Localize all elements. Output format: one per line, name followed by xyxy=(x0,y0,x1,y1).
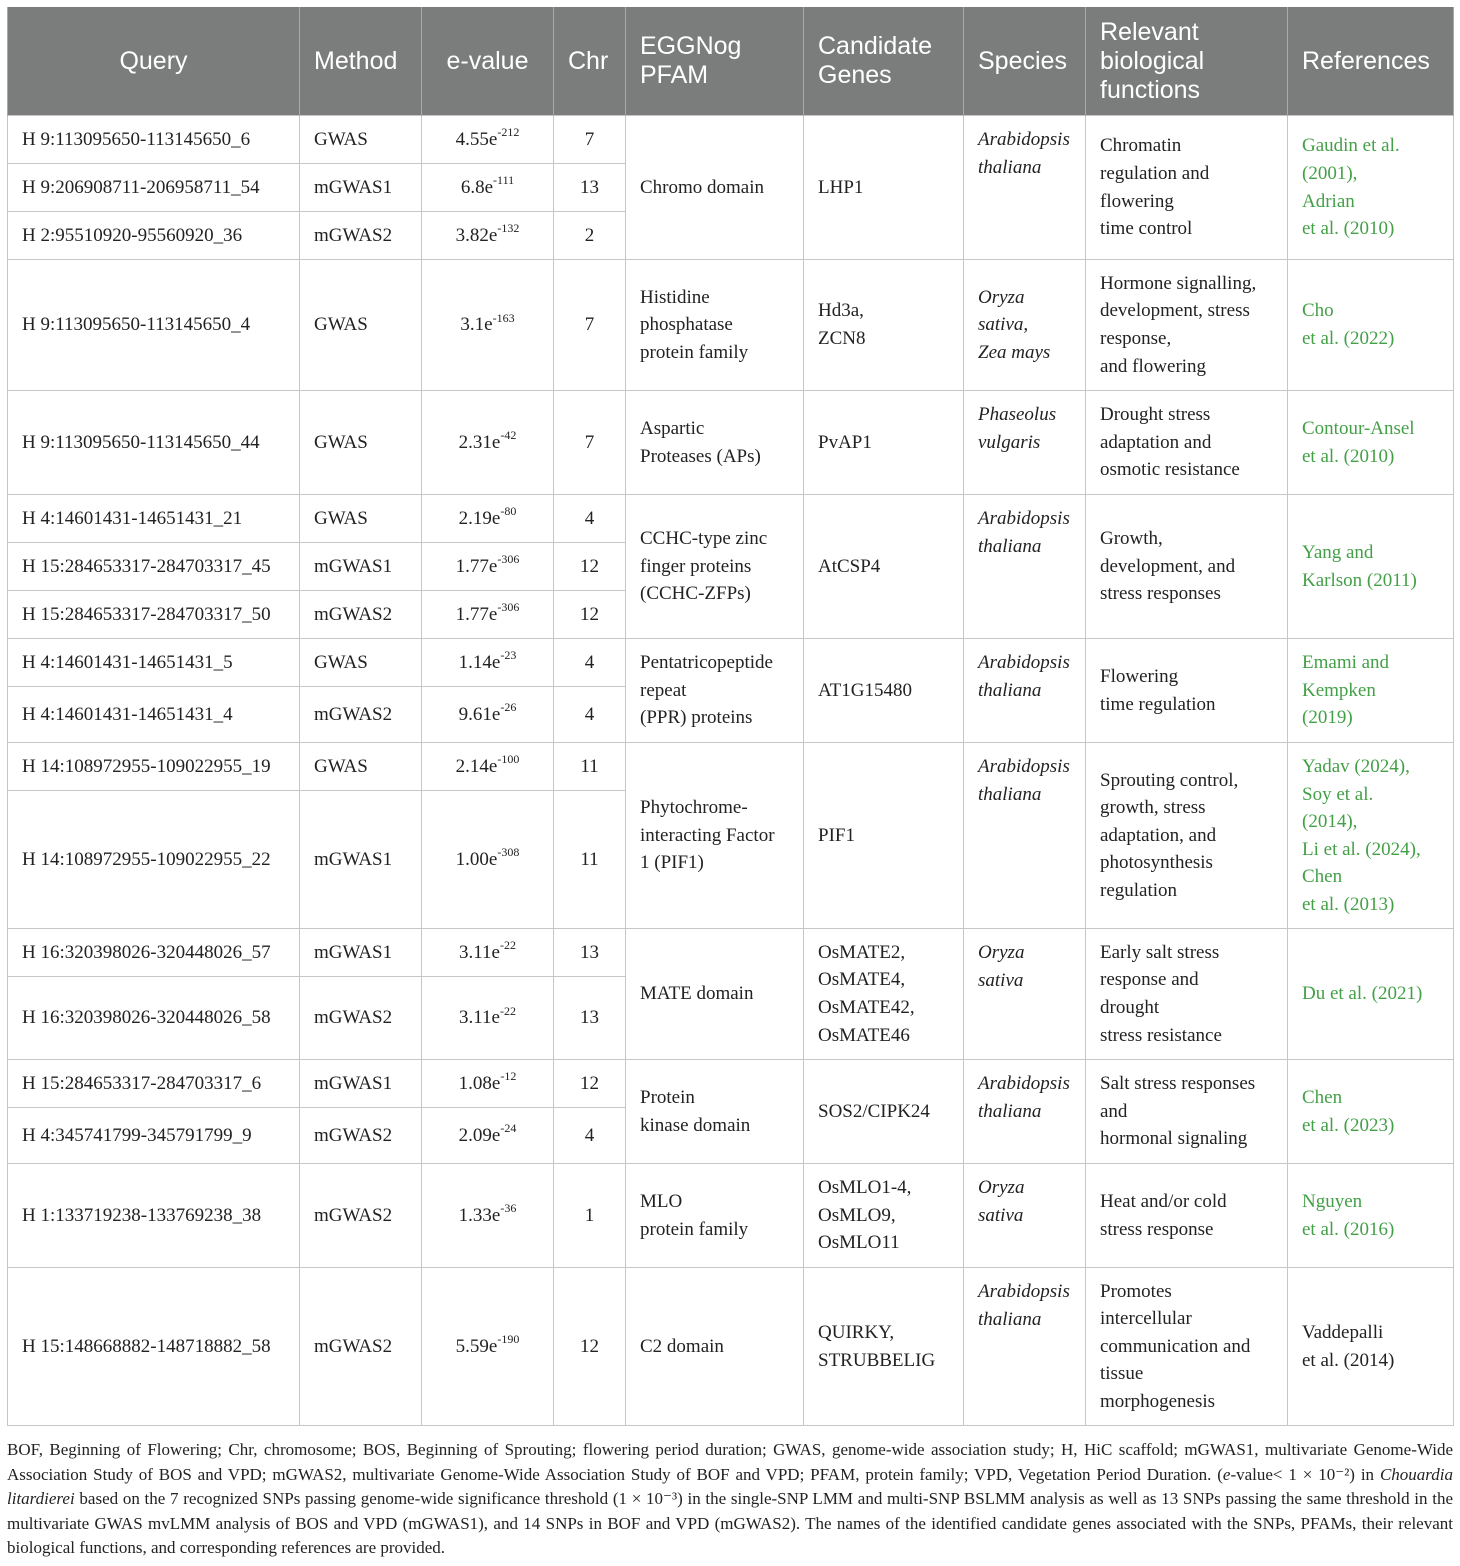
candidate-genes-cell-text: PIF1 xyxy=(818,824,855,846)
chr-cell: 13 xyxy=(554,929,626,977)
e-value-base: 1.77e xyxy=(455,603,498,625)
e-value-exponent: -22 xyxy=(499,1003,516,1018)
chr-cell: 7 xyxy=(554,260,626,391)
e-value-exponent: -190 xyxy=(497,1332,520,1347)
candidate-genes-cell-text: Hd3a, ZCN8 xyxy=(818,300,866,349)
function-cell xyxy=(1086,116,1288,260)
candidate-genes-cell xyxy=(804,639,964,743)
e-value-exponent: -111 xyxy=(493,173,515,188)
method-cell: mGWAS2 xyxy=(300,977,422,1060)
header-method: Method xyxy=(300,7,422,116)
function-cell-text: Salt stress responses and hormonal signaling xyxy=(1100,1073,1256,1150)
candidate-genes-cell-text: OsMATE2, OsMATE4, OsMATE42, OsMATE46 xyxy=(818,941,915,1046)
e-value-cell xyxy=(422,639,554,687)
species-cell xyxy=(964,116,1086,260)
e-value-cell xyxy=(422,1108,554,1164)
function-cell-text: Sprouting control, growth, stress adaptation, and photosynthesis regulation xyxy=(1100,769,1239,901)
pfam-cell xyxy=(626,116,804,260)
references-cell-text: Yang and Karlson (2011) xyxy=(1302,541,1417,591)
e-value-base: 1.77e xyxy=(455,555,498,577)
chr-cell: 1 xyxy=(554,1164,626,1268)
function-cell-text: Hormone signalling, development, stress response, and flowering xyxy=(1100,272,1257,377)
e-value-base: 2.31e xyxy=(458,431,501,453)
query-cell: H 1:133719238-133769238_38 xyxy=(8,1164,300,1268)
e-value-exponent: -306 xyxy=(497,552,520,567)
candidate-genes-cell xyxy=(804,743,964,929)
references-cell-text: Yadav (2024), Soy et al. (2014), Li et al. (2024), Chen et al. (2013) xyxy=(1302,756,1421,915)
method-cell: GWAS xyxy=(300,260,422,391)
header-chr: Chr xyxy=(554,7,626,116)
candidate-genes-cell-text: QUIRKY, STRUBBELIG xyxy=(818,1321,936,1371)
query-cell: H 14:108972955-109022955_19 xyxy=(8,743,300,791)
pfam-cell-text: Aspartic Proteases (APs) xyxy=(640,417,761,467)
header-row xyxy=(8,7,1454,116)
pfam-cell-text: Protein kinase domain xyxy=(640,1086,751,1136)
e-value-exponent: -22 xyxy=(499,938,516,953)
candidate-genes-cell xyxy=(804,1164,964,1268)
table-row xyxy=(8,260,1454,391)
e-value-exponent: -100 xyxy=(497,752,520,767)
e-value-base: 3.11e xyxy=(459,941,500,963)
chr-cell: 13 xyxy=(554,977,626,1060)
header-biological-functions: Relevant biological functions xyxy=(1086,7,1288,116)
method-cell: mGWAS2 xyxy=(300,1108,422,1164)
e-value-exponent: -23 xyxy=(500,648,517,663)
pfam-cell-text: Phytochrome- interacting Factor 1 (PIF1) xyxy=(640,797,775,874)
e-value-base: 3.1e xyxy=(460,314,493,336)
chr-cell: 12 xyxy=(554,543,626,591)
e-value-cell xyxy=(422,164,554,212)
chr-cell: 12 xyxy=(554,591,626,639)
pfam-cell xyxy=(626,1164,804,1268)
table-row xyxy=(8,639,1454,687)
query-cell: H 15:284653317-284703317_50 xyxy=(8,591,300,639)
header-species: Species xyxy=(964,7,1086,116)
species-cell xyxy=(964,929,1086,1060)
e-value-base: 3.82e xyxy=(455,224,498,246)
e-value-cell xyxy=(422,391,554,495)
query-cell: H 4:14601431-14651431_4 xyxy=(8,687,300,743)
e-value-base: 5.59e xyxy=(455,1335,498,1357)
species-cell-text: Arabidopsis thaliana xyxy=(978,756,1070,805)
chr-cell: 7 xyxy=(554,391,626,495)
method-cell: GWAS xyxy=(300,639,422,687)
function-cell-text: Growth, development, and stress responses xyxy=(1100,528,1236,605)
e-value-exponent: -24 xyxy=(500,1121,517,1136)
e-value-base: 2.19e xyxy=(458,507,501,529)
method-cell: GWAS xyxy=(300,743,422,791)
chr-cell: 12 xyxy=(554,1060,626,1108)
references-cell xyxy=(1288,639,1454,743)
e-value-exponent: -80 xyxy=(500,504,517,519)
references-cell xyxy=(1288,116,1454,260)
function-cell xyxy=(1086,929,1288,1060)
query-cell: H 14:108972955-109022955_22 xyxy=(8,791,300,929)
candidate-genes-cell xyxy=(804,1060,964,1164)
references-cell xyxy=(1288,743,1454,929)
e-value-base: 4.55e xyxy=(455,128,498,150)
references-cell xyxy=(1288,1060,1454,1164)
table-row xyxy=(8,495,1454,543)
references-cell-text: Emami and Kempken (2019) xyxy=(1302,652,1390,729)
table-row xyxy=(8,116,1454,164)
header-candidate-genes: Candidate Genes xyxy=(804,7,964,116)
pfam-cell xyxy=(626,743,804,929)
table-row xyxy=(8,1060,1454,1108)
e-value-cell xyxy=(422,591,554,639)
function-cell-text: Flowering time regulation xyxy=(1100,665,1216,715)
candidate-genes-cell xyxy=(804,1268,964,1426)
candidate-genes-cell xyxy=(804,929,964,1060)
species-cell xyxy=(964,391,1086,495)
function-cell-text: Chromatin regulation and flowering time control xyxy=(1100,135,1210,240)
chr-cell: 4 xyxy=(554,1108,626,1164)
e-value-cell xyxy=(422,212,554,260)
method-cell: GWAS xyxy=(300,495,422,543)
species-cell xyxy=(964,1060,1086,1164)
table-row xyxy=(8,1164,1454,1268)
query-cell: H 9:113095650-113145650_44 xyxy=(8,391,300,495)
function-cell xyxy=(1086,1164,1288,1268)
e-value-exponent: -12 xyxy=(500,1069,517,1084)
e-value-cell xyxy=(422,687,554,743)
query-cell: H 15:284653317-284703317_6 xyxy=(8,1060,300,1108)
query-cell: H 4:14601431-14651431_5 xyxy=(8,639,300,687)
e-value-base: 2.09e xyxy=(458,1124,501,1146)
pfam-cell xyxy=(626,260,804,391)
header-e-value: e-value xyxy=(422,7,554,116)
candidate-genes-cell-text: SOS2/CIPK24 xyxy=(818,1100,930,1122)
e-value-cell xyxy=(422,543,554,591)
pfam-cell-text: Chromo domain xyxy=(640,176,765,198)
method-cell: mGWAS1 xyxy=(300,543,422,591)
method-cell: mGWAS1 xyxy=(300,791,422,929)
query-cell: H 4:14601431-14651431_21 xyxy=(8,495,300,543)
e-value-cell xyxy=(422,743,554,791)
chr-cell: 4 xyxy=(554,639,626,687)
method-cell: mGWAS2 xyxy=(300,1268,422,1426)
e-value-exponent: -306 xyxy=(497,600,520,615)
method-cell: mGWAS1 xyxy=(300,929,422,977)
query-cell: H 9:206908711-206958711_54 xyxy=(8,164,300,212)
references-cell-text: Vaddepalli et al. (2014) xyxy=(1302,1321,1395,1371)
method-cell: mGWAS1 xyxy=(300,1060,422,1108)
candidate-genes-cell-text: PvAP1 xyxy=(818,431,872,453)
species-cell-text: Arabidopsis thaliana xyxy=(978,508,1070,557)
species-cell xyxy=(964,1268,1086,1426)
function-cell-text: Early salt stress response and drought stress resistance xyxy=(1100,941,1222,1046)
e-value-base: 1.00e xyxy=(455,848,498,870)
species-cell-text: Arabidopsis thaliana xyxy=(978,129,1070,178)
species-cell-text: Arabidopsis thaliana xyxy=(978,1073,1070,1122)
query-cell: H 15:284653317-284703317_45 xyxy=(8,543,300,591)
candidate-genes-cell xyxy=(804,495,964,639)
e-value-cell xyxy=(422,116,554,164)
e-value-cell xyxy=(422,495,554,543)
e-value-base: 6.8e xyxy=(460,176,494,198)
method-cell: mGWAS2 xyxy=(300,687,422,743)
query-cell: H 4:345741799-345791799_9 xyxy=(8,1108,300,1164)
function-cell-text: Drought stress adaptation and osmotic resistance xyxy=(1100,404,1240,481)
caption-text-3: based on the 7 recognized SNPs passing genome-wide significance threshold (1 × 10⁻³) in the single-SNP LMM and multi-SNP BSLMM analysis as well as 13 SNPs passing the same threshold in the multivariate GWAS mvLMM analysis of BOS and VPD (mGWAS1), and 14 SNPs in BOF and VPD (mGWAS2). The names of the identified candidate genes associated with the SNPs, PFAMs, their relevant biological functions, and corresponding references are provided. xyxy=(7,1489,1453,1558)
pfam-cell-text: Histidine phosphatase protein family xyxy=(640,286,749,363)
pfam-cell xyxy=(626,391,804,495)
query-cell: H 16:320398026-320448026_58 xyxy=(8,977,300,1060)
references-cell xyxy=(1288,260,1454,391)
e-value-exponent: -132 xyxy=(497,221,520,236)
references-cell-text: Chen et al. (2023) xyxy=(1302,1086,1395,1136)
species-cell xyxy=(964,495,1086,639)
function-cell xyxy=(1086,743,1288,929)
e-value-exponent: -212 xyxy=(497,125,520,140)
pfam-cell-text: MATE domain xyxy=(640,983,754,1005)
method-cell: GWAS xyxy=(300,391,422,495)
function-cell xyxy=(1086,391,1288,495)
e-value-exponent: -163 xyxy=(492,310,515,325)
header-query: Query xyxy=(8,7,300,116)
candidate-genes-cell-text: OsMLO1-4, OsMLO9, OsMLO11 xyxy=(818,1177,912,1254)
chr-cell: 13 xyxy=(554,164,626,212)
query-cell: H 16:320398026-320448026_57 xyxy=(8,929,300,977)
chr-cell: 11 xyxy=(554,743,626,791)
pfam-cell xyxy=(626,929,804,1060)
species-cell-text: Arabidopsis thaliana xyxy=(978,652,1070,701)
candidate-genes-cell xyxy=(804,391,964,495)
function-cell xyxy=(1086,1060,1288,1164)
table-row xyxy=(8,391,1454,495)
species-cell xyxy=(964,260,1086,391)
chr-cell: 2 xyxy=(554,212,626,260)
chr-cell: 12 xyxy=(554,1268,626,1426)
caption-species: Chouardia litardierei xyxy=(7,1464,1453,1509)
pfam-cell xyxy=(626,639,804,743)
e-value-cell xyxy=(422,1268,554,1426)
references-cell-text: Du et al. (2021) xyxy=(1302,983,1423,1005)
table-row xyxy=(8,743,1454,791)
species-cell-text: Oryza sativa xyxy=(978,1177,1025,1226)
method-cell: mGWAS1 xyxy=(300,164,422,212)
pfam-cell xyxy=(626,1268,804,1426)
candidate-genes-cell-text: AT1G15480 xyxy=(818,679,912,701)
e-value-cell xyxy=(422,791,554,929)
function-cell xyxy=(1086,1268,1288,1426)
chr-cell: 4 xyxy=(554,687,626,743)
query-cell: H 15:148668882-148718882_58 xyxy=(8,1268,300,1426)
candidate-genes-cell xyxy=(804,260,964,391)
query-cell: H 2:95510920-95560920_36 xyxy=(8,212,300,260)
caption-text-2: -value< 1 × 10⁻²) in xyxy=(1230,1464,1380,1484)
references-cell xyxy=(1288,929,1454,1060)
candidate-genes-cell-text: AtCSP4 xyxy=(818,555,881,577)
pfam-cell xyxy=(626,495,804,639)
e-value-cell xyxy=(422,1164,554,1268)
function-cell xyxy=(1086,260,1288,391)
references-cell-text: Gaudin et al. (2001), Adrian et al. (2010) xyxy=(1302,135,1400,240)
references-cell xyxy=(1288,495,1454,639)
references-cell xyxy=(1288,1268,1454,1426)
pfam-cell-text: MLO protein family xyxy=(640,1190,749,1240)
e-value-cell xyxy=(422,1060,554,1108)
function-cell xyxy=(1086,639,1288,743)
species-cell-text: Oryza sativa xyxy=(978,942,1025,991)
chr-cell: 4 xyxy=(554,495,626,543)
function-cell-text: Promotes intercellular communication and tissue morphogenesis xyxy=(1100,1280,1251,1412)
chr-cell: 11 xyxy=(554,791,626,929)
species-cell-text: Arabidopsis thaliana xyxy=(978,1281,1070,1330)
method-cell: GWAS xyxy=(300,116,422,164)
e-value-base: 2.14e xyxy=(455,755,498,777)
references-cell-text: Nguyen et al. (2016) xyxy=(1302,1190,1395,1240)
e-value-cell xyxy=(422,929,554,977)
function-cell-text: Heat and/or cold stress response xyxy=(1100,1190,1227,1240)
pfam-cell-text: C2 domain xyxy=(640,1335,724,1357)
table-row xyxy=(8,1268,1454,1426)
pfam-cell-text: CCHC-type zinc finger proteins (CCHC-ZFPs) xyxy=(640,528,768,605)
results-table xyxy=(7,7,1454,1426)
candidate-genes-cell xyxy=(804,116,964,260)
header-pfam: EGGNog PFAM xyxy=(626,7,804,116)
species-cell xyxy=(964,743,1086,929)
header-references: References xyxy=(1288,7,1454,116)
method-cell: mGWAS2 xyxy=(300,212,422,260)
e-value-exponent: -308 xyxy=(497,845,520,860)
chr-cell: 7 xyxy=(554,116,626,164)
e-value-exponent: -26 xyxy=(500,700,517,715)
method-cell: mGWAS2 xyxy=(300,591,422,639)
query-cell: H 9:113095650-113145650_6 xyxy=(8,116,300,164)
species-cell-text: Oryza sativa, Zea mays xyxy=(978,286,1051,363)
function-cell xyxy=(1086,495,1288,639)
query-cell: H 9:113095650-113145650_4 xyxy=(8,260,300,391)
e-value-base: 9.61e xyxy=(458,703,501,725)
table-row xyxy=(8,929,1454,977)
e-value-cell xyxy=(422,260,554,391)
candidate-genes-cell-text: LHP1 xyxy=(818,176,864,198)
species-cell xyxy=(964,639,1086,743)
e-value-base: 1.14e xyxy=(458,651,501,673)
pfam-cell xyxy=(626,1060,804,1164)
references-cell xyxy=(1288,391,1454,495)
table-caption xyxy=(7,1438,1453,1561)
e-value-base: 1.08e xyxy=(458,1072,501,1094)
e-value-base: 3.11e xyxy=(459,1007,500,1029)
method-cell: mGWAS2 xyxy=(300,1164,422,1268)
e-value-exponent: -42 xyxy=(500,428,517,443)
e-value-exponent: -36 xyxy=(500,1201,517,1216)
pfam-cell-text: Pentatricopeptide repeat (PPR) proteins xyxy=(640,652,773,729)
references-cell-text: Cho et al. (2022) xyxy=(1302,300,1395,349)
references-cell-text: Contour-Ansel et al. (2010) xyxy=(1302,417,1415,467)
species-cell-text: Phaseolus vulgaris xyxy=(978,404,1057,453)
e-value-base: 1.33e xyxy=(458,1204,501,1226)
species-cell xyxy=(964,1164,1086,1268)
references-cell xyxy=(1288,1164,1454,1268)
e-value-cell xyxy=(422,977,554,1060)
caption-text-1: BOF, Beginning of Flowering; Chr, chromosome; BOS, Beginning of Sprouting; flowering period duration; GWAS, genome-wide association study; H, HiC scaffold; mGWAS1, multivariate Genome-Wide Association Study of BOS and VPD; mGWAS2, multivariate Genome-Wide Association Study of BOF and VPD; PFAM, protein family; VPD, Vegetation Period Duration. ( xyxy=(7,1440,1453,1484)
caption-e-italic: e xyxy=(1222,1464,1231,1484)
